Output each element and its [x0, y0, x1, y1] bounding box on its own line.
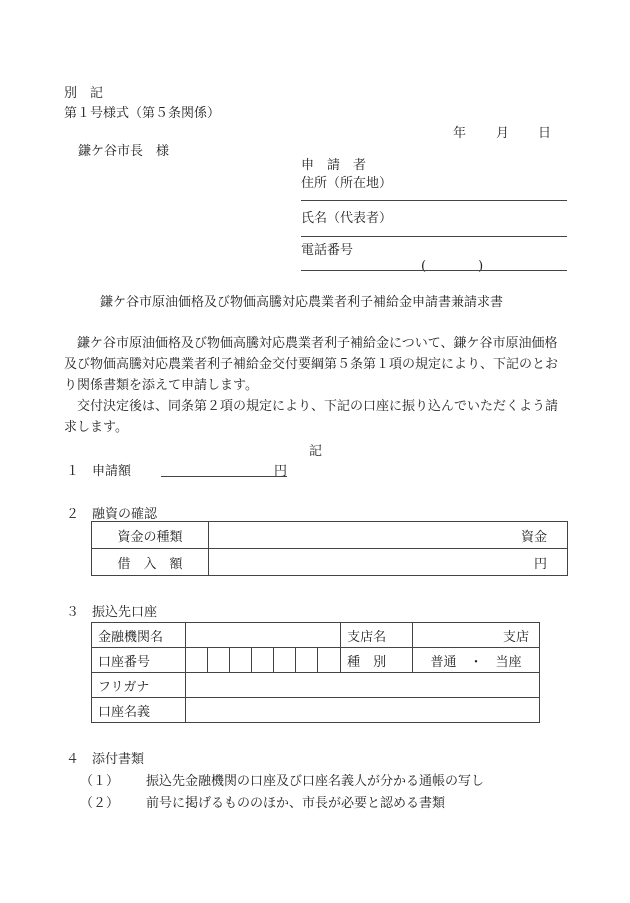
section2-label: 融資の確認: [92, 507, 158, 522]
loan-amount-label: 借 入 額: [92, 549, 209, 576]
account-digit-4[interactable]: [252, 648, 274, 673]
date-year: 年: [453, 126, 467, 141]
account-digit-2[interactable]: [208, 648, 230, 673]
section1-label: 申請額: [92, 464, 132, 479]
account-digit-7[interactable]: [318, 648, 341, 673]
address-field[interactable]: [301, 200, 567, 201]
section3-label: 振込先口座: [92, 605, 158, 620]
form-number: 第１号様式（第５条関係）: [64, 106, 221, 121]
date-month: 月: [496, 126, 510, 141]
date-day: 日: [538, 126, 552, 141]
account-digit-3[interactable]: [230, 648, 252, 673]
annex-label: 別 記: [64, 86, 104, 101]
phone-paren: ( ): [421, 259, 484, 274]
branch-cell[interactable]: 支店: [413, 623, 540, 648]
name-label: 氏名（代表者）: [301, 211, 393, 226]
addressee: 鎌ケ谷市長 様: [78, 144, 170, 159]
account-number-label: 口座番号: [92, 648, 186, 673]
account-number-row: [92, 648, 540, 673]
bank-name-label: 金融機関名: [92, 623, 186, 648]
loan-amount-cell[interactable]: 円: [209, 549, 568, 576]
attachment-1-text: 振込先金融機関の口座及び口座名義人が分かる通帳の写し: [146, 774, 485, 789]
furigana-label: フリガナ: [92, 673, 186, 698]
address-label: 住所（所在地）: [301, 176, 393, 191]
document-title: 鎌ケ谷市原油価格及び物価高騰対応農業者利子補給金申請書兼請求書: [100, 295, 504, 310]
bank-name-cell[interactable]: [186, 623, 341, 648]
phone-label: 電話番号: [301, 243, 354, 258]
applicant-heading: 申 請 者: [301, 158, 367, 173]
section2-number: ２: [66, 507, 80, 522]
body-paragraph-1: 鎌ケ谷市原油価格及び物価高騰対応農業者利子補給金について、鎌ケ谷市原油価格及び物価高騰対応農業者利子補給金交付要綱第５条第１項の規定により、下記のとおり関係書類を添えて申請します。: [64, 336, 559, 393]
loan-fund-type-row: [92, 522, 568, 549]
account-type-options[interactable]: 普通 ・ 当座: [413, 648, 540, 673]
body-paragraph-2: 交付決定後は、同条第２項の規定により、下記の口座に振り込んでいただくよう請求します。: [64, 399, 559, 435]
fund-type-cell[interactable]: 資金: [209, 522, 568, 549]
account-holder-label: 口座名義: [92, 698, 186, 723]
branch-label: 支店名: [341, 623, 413, 648]
attachment-2-number: （２）: [80, 796, 120, 811]
loan-table: [91, 521, 568, 576]
fund-type-label: 資金の種類: [92, 522, 209, 549]
bank-account-table: [91, 622, 540, 723]
attachment-2-text: 前号に掲げるもののほか、市長が必要と認める書類: [146, 796, 446, 811]
account-digit-1[interactable]: [186, 648, 208, 673]
account-digit-6[interactable]: [296, 648, 318, 673]
account-holder-row: [92, 698, 540, 723]
account-digit-5[interactable]: [274, 648, 296, 673]
application-amount-field[interactable]: [161, 476, 287, 477]
attachment-1-number: （１）: [80, 774, 120, 789]
section3-number: ３: [66, 605, 80, 620]
loan-amount-row: [92, 549, 568, 576]
furigana-row: [92, 673, 540, 698]
name-field[interactable]: [301, 236, 567, 237]
account-holder-cell[interactable]: [186, 698, 540, 723]
ki-heading: 記: [309, 444, 323, 459]
section4-number: ４: [66, 752, 80, 767]
account-type-label: 種 別: [341, 648, 413, 673]
furigana-cell[interactable]: [186, 673, 540, 698]
bank-row: [92, 623, 540, 648]
section1-unit: 円: [274, 464, 288, 479]
section1-number: １: [66, 464, 80, 479]
section4-label: 添付書類: [92, 752, 145, 767]
phone-field[interactable]: [301, 270, 567, 271]
